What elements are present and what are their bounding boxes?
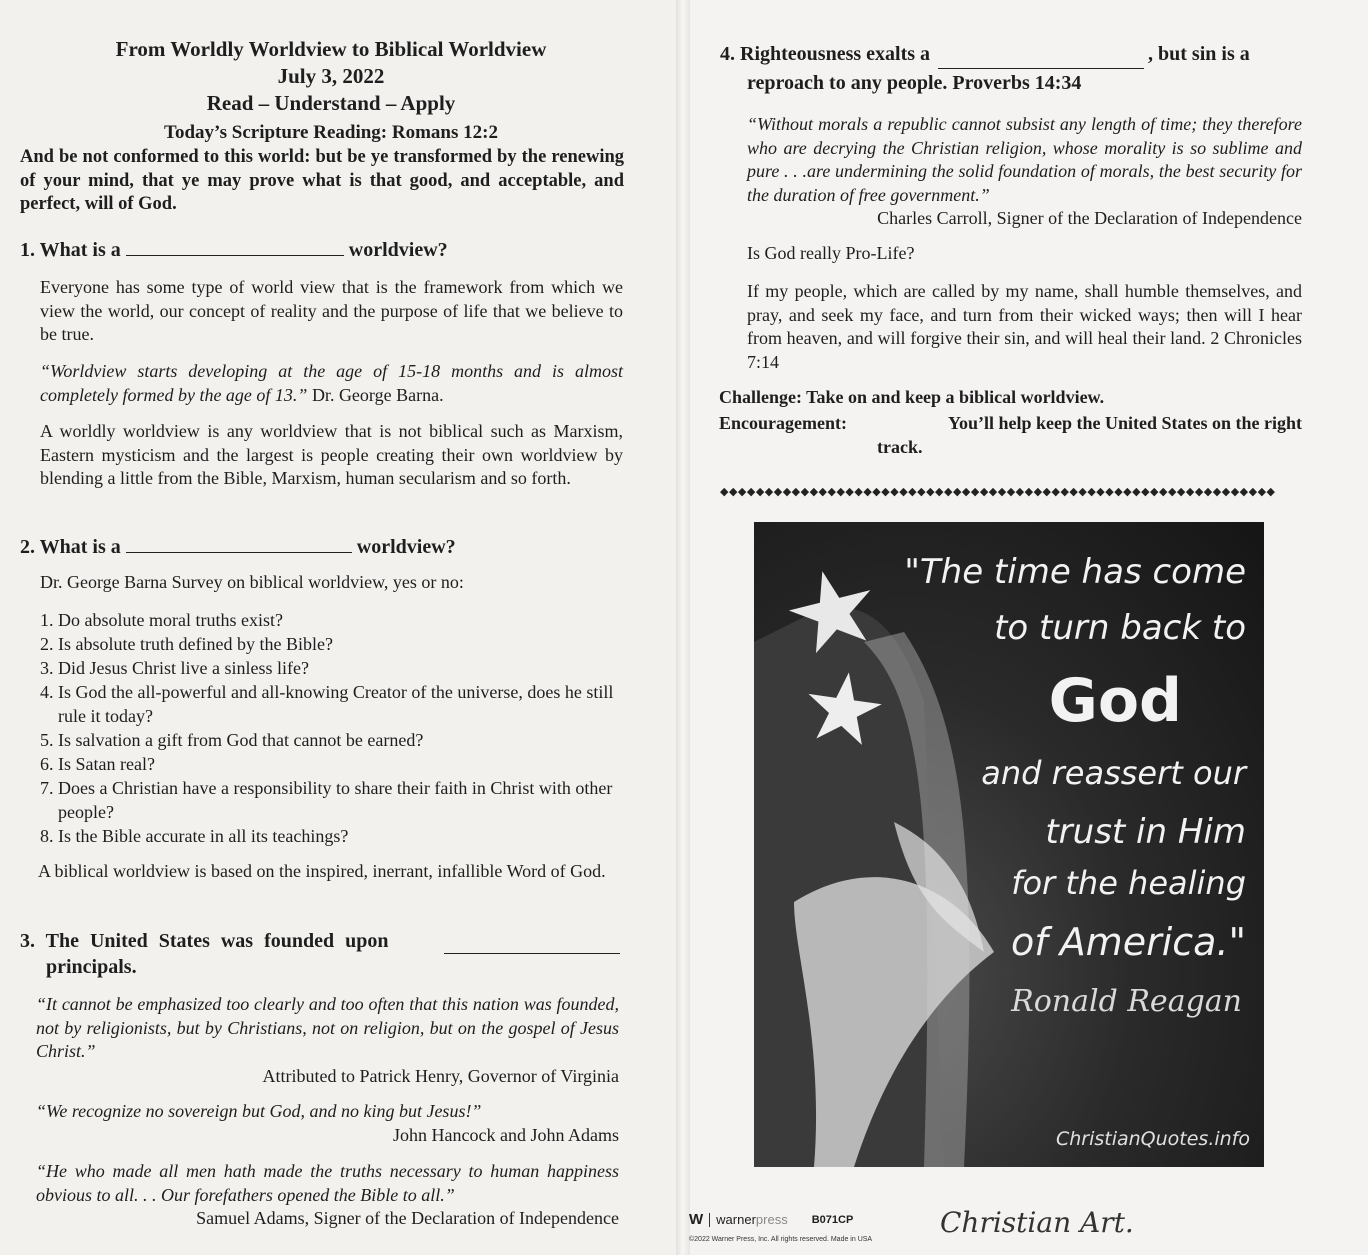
question-2-blank[interactable] xyxy=(126,534,352,553)
paragraph-worldview-definition: Everyone has some type of world view that is the framework from which we view the world, our concept of reality and the purpose of life that we believe to be true. xyxy=(40,277,623,344)
question-3-prefix: 3. The United States was founded upon xyxy=(20,930,389,952)
hancock-author: John Hancock and John Adams xyxy=(393,1125,619,1145)
samuel-adams-author: Samuel Adams, Signer of the Declaration of Independence xyxy=(196,1208,619,1228)
publisher-name xyxy=(716,1212,788,1227)
survey-item: 5. Is salvation a gift from God that cannot be earned? xyxy=(40,730,424,750)
question-3 xyxy=(20,928,620,980)
hancock-quote: “We recognize no sovereign but God, and no king but Jesus!” xyxy=(36,1101,482,1121)
poster-line-6: for the healing xyxy=(1011,864,1246,902)
survey-item: 3. Did Jesus Christ live a sinless life? xyxy=(40,658,309,678)
paragraph-biblical-worldview: A biblical worldview is based on the inspired, inerrant, infallible Word of God. xyxy=(38,861,606,881)
poster-line-4: and reassert our xyxy=(981,754,1246,792)
patrick-henry-author: Attributed to Patrick Henry, Governor of Virginia xyxy=(262,1066,619,1086)
question-3-blank[interactable] xyxy=(444,935,620,954)
poster-line-2: to turn back to xyxy=(994,608,1246,648)
publisher-footer xyxy=(689,1211,853,1228)
encouragement-label: Encouragement: xyxy=(719,413,847,433)
reading-label: Today’s Scripture Reading: Romans 12:2 xyxy=(164,122,498,143)
survey-intro: Dr. George Barna Survey on biblical worldview, yes or no: xyxy=(40,572,464,592)
question-4-blank[interactable] xyxy=(938,50,1144,69)
reading-text: And be not conformed to this world: but be ye transformed by the renewing of your mind, that ye may prove what is that good, and acceptable, and perfect, will of God. xyxy=(20,147,624,214)
question-1-prefix: 1. What is a xyxy=(20,239,121,261)
encouragement-block xyxy=(719,411,1302,459)
poster-line-god: God xyxy=(1048,666,1182,736)
survey-item: 1. Do absolute moral truths exist? xyxy=(40,610,283,630)
question-4 xyxy=(720,40,1302,98)
poster-line-1: "The time has come xyxy=(904,552,1246,592)
challenge-text: Challenge: Take on and keep a biblical worldview. xyxy=(719,387,1105,407)
question-2 xyxy=(20,534,456,559)
bulletin-title: From Worldly Worldview to Biblical Worldview xyxy=(115,37,547,61)
chronicles-verse: If my people, which are called by my name, shall humble themselves, and pray, and seek my face, and turn from their wicked ways; then will I hear from heaven, and will forgive their sin, and will heal their land. 2 Chronicles 7:14 xyxy=(747,281,1302,372)
question-1 xyxy=(20,237,448,262)
question-4-middle: , but sin is a xyxy=(1148,43,1250,65)
survey-item: 7. Does a Christian have a responsibility to share their faith in Christ with other people? xyxy=(40,778,613,822)
survey-list xyxy=(40,608,623,848)
encouragement-line2: track. xyxy=(877,437,923,457)
survey-item: 8. Is the Bible accurate in all its teachings? xyxy=(40,826,349,846)
question-4-prefix: 4. Righteousness exalts a xyxy=(720,43,931,65)
prolife-question: Is God really Pro-Life? xyxy=(747,243,915,263)
copyright-text: ©2022 Warner Press, Inc. All rights reserved. Made in USA xyxy=(689,1236,873,1243)
page-fold xyxy=(676,0,690,1255)
carroll-author: Charles Carroll, Signer of the Declaration of Independence xyxy=(877,208,1302,228)
header-block xyxy=(20,36,642,117)
survey-item: 6. Is Satan real? xyxy=(40,754,155,774)
diamond-divider: ◆◆◆◆◆◆◆◆◆◆◆◆◆◆◆◆◆◆◆◆◆◆◆◆◆◆◆◆◆◆◆◆◆◆◆◆◆◆◆◆◆◆◆◆◆◆◆◆◆◆◆◆◆◆◆◆◆◆◆◆◆◆ xyxy=(720,486,1276,498)
carroll-quote: “Without morals a republic cannot subsist any length of time; they therefore who are decrying the Christian religion, whose morality is so sublime and pure . . .are undermining the solid foundation of morals, the best security for the duration of free government.” xyxy=(747,114,1302,205)
encouragement-line1: You’ll help keep the United States on the right xyxy=(947,413,1302,433)
poster-signature: Ronald Reagan xyxy=(1011,984,1242,1019)
reagan-quote-poster xyxy=(754,522,1264,1167)
barna-quote-author: Dr. George Barna. xyxy=(311,384,444,405)
question-3-suffix: principals. xyxy=(46,956,137,978)
question-4-line2: reproach to any people. Proverbs 14:34 xyxy=(747,72,1082,94)
poster-site: ChristianQuotes.info xyxy=(1055,1128,1250,1150)
warner-logo-icon: W xyxy=(689,1211,704,1228)
survey-item: 2. Is absolute truth defined by the Bible? xyxy=(40,634,333,654)
poster-line-5: trust in Him xyxy=(1045,812,1246,852)
paragraph-worldly-worldview: A worldly worldview is any worldview that is not biblical such as Marxism, Eastern mysticism and the largest is people creating their own worldview by blending a little from the Bible, Marxism, human secularism and so forth. xyxy=(40,421,623,488)
barna-quote-text: “Worldview starts developing at the age of 15-18 months and is almost completely formed by the age of 13.” xyxy=(40,361,623,405)
product-code: B071CP xyxy=(811,1213,854,1226)
christian-art-logo: Christian Art. xyxy=(940,1206,1134,1239)
question-2-suffix: worldview? xyxy=(356,536,456,558)
bulletin-date: July 3, 2022 xyxy=(277,64,385,88)
question-2-prefix: 2. What is a xyxy=(20,536,121,558)
publisher-name-a: warner xyxy=(716,1212,756,1227)
patrick-henry-quote: “It cannot be emphasized too clearly and too often that this nation was founded, not by religionists, but by Christians, not on religion, but on the gospel of Jesus Christ.” xyxy=(36,994,619,1061)
question-1-blank[interactable] xyxy=(126,237,344,256)
question-1-suffix: worldview? xyxy=(348,239,448,261)
logo-divider xyxy=(709,1213,710,1227)
poster-line-7: of America." xyxy=(1010,920,1246,964)
bulletin-motto: Read – Understand – Apply xyxy=(206,91,456,115)
barna-quote xyxy=(40,360,623,407)
samuel-adams-quote: “He who made all men hath made the truths necessary to human happiness obvious to all. . . Our forefathers opened the Bible to all.” xyxy=(36,1161,619,1205)
publisher-name-b: press xyxy=(755,1212,788,1227)
survey-item: 4. Is God the all-powerful and all-knowing Creator of the universe, does he still rule it today? xyxy=(40,682,614,726)
